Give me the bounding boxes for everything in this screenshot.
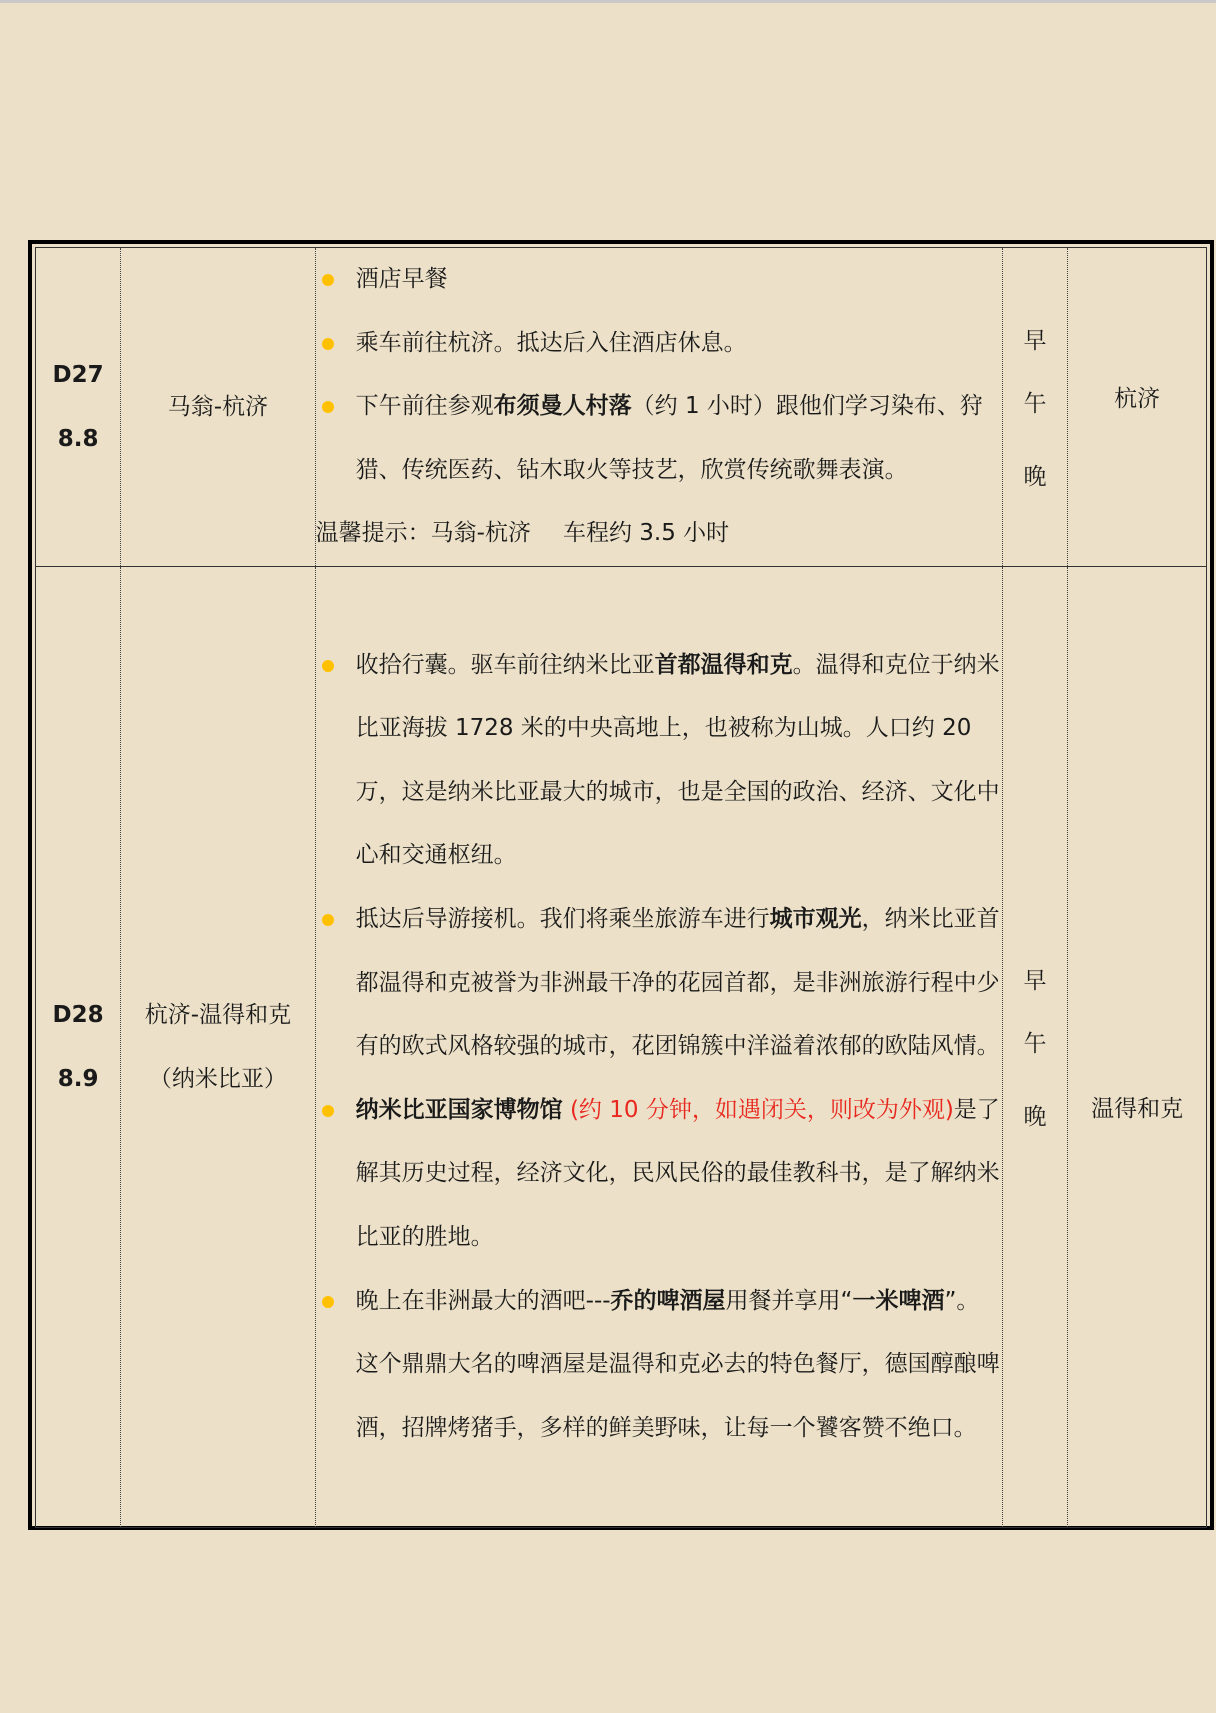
hotel-cell [1068,566,1207,1527]
meal-dinner: 晚 [1023,1104,1047,1131]
tip-value: 车程约 3.5 小时 [562,520,730,547]
list-item: 乘车前往杭济。抵达后入住酒店休息。 [316,312,1002,376]
route-line: 马翁-杭济 [167,393,269,420]
day-date: 8.9 [57,1065,99,1092]
day-cell [36,248,121,567]
meal-breakfast: 早 [1023,328,1047,355]
day-number: D27 [52,361,104,388]
day-cell [36,566,121,1527]
meal-lunch: 午 [1023,1031,1047,1058]
hotel-name: 杭济 [1114,386,1161,413]
hotel-cell [1068,248,1207,567]
itinerary-frame [28,240,1214,1530]
route-line: （纳米比亚） [148,1065,287,1092]
description-cell [315,566,1002,1527]
meals-cell [1002,248,1068,567]
list-item: 晚上在非洲最大的酒吧---乔的啤酒屋用餐并享用“一米啤酒”。这个鼎鼎大名的啤酒屋是温得和克必去的特色餐厅，德国醇酿啤酒，招牌烤猪手，多样的鲜美野味，让每一个饕客赞不绝口。 [316,1270,1002,1461]
meal-lunch: 午 [1023,391,1047,418]
route-line: 杭济-温得和克 [144,1001,292,1028]
travel-tip [316,502,1002,566]
route-cell [121,566,315,1527]
route-cell [121,248,315,567]
list-item: 下午前往参观布须曼人村落（约 1 小时）跟他们学习染布、狩猎、传统医药、钻木取火等技艺，欣赏传统歌舞表演。 [316,375,1002,502]
list-item: 收拾行囊。驱车前往纳米比亚首都温得和克。温得和克位于纳米比亚海拔 1728 米的中央高地上，也被称为山城。人口约 20 万，这是纳米比亚最大的城市，也是全国的政治、经济、文化中心和交通枢纽。 [316,634,1002,888]
hotel-name: 温得和克 [1091,1096,1184,1123]
table-row [36,248,1207,567]
meals-cell [1002,566,1068,1527]
activity-list [316,248,1002,502]
itinerary-table [35,247,1207,1528]
page-top-edge [0,0,1216,3]
list-item: 酒店早餐 [316,248,1002,312]
meal-dinner: 晚 [1023,464,1047,491]
day-date: 8.8 [57,425,99,452]
meal-breakfast: 早 [1023,968,1047,995]
list-item: 抵达后导游接机。我们将乘坐旅游车进行城市观光，纳米比亚首都温得和克被誉为非洲最干净的花园首都，是非洲旅游行程中少有的欧式风格较强的城市，花团锦簇中洋溢着浓郁的欧陆风情。 [316,888,1002,1079]
tip-label: 温馨提示：马翁-杭济 [315,520,531,547]
activity-list [316,634,1002,1461]
table-row [36,566,1207,1527]
list-item: 纳米比亚国家博物馆 (约 10 分钟，如遇闭关，则改为外观)是了解其历史过程，经济文化，民风民俗的最佳教科书，是了解纳米比亚的胜地。 [316,1079,1002,1270]
description-cell [315,248,1002,567]
day-number: D28 [52,1001,104,1028]
